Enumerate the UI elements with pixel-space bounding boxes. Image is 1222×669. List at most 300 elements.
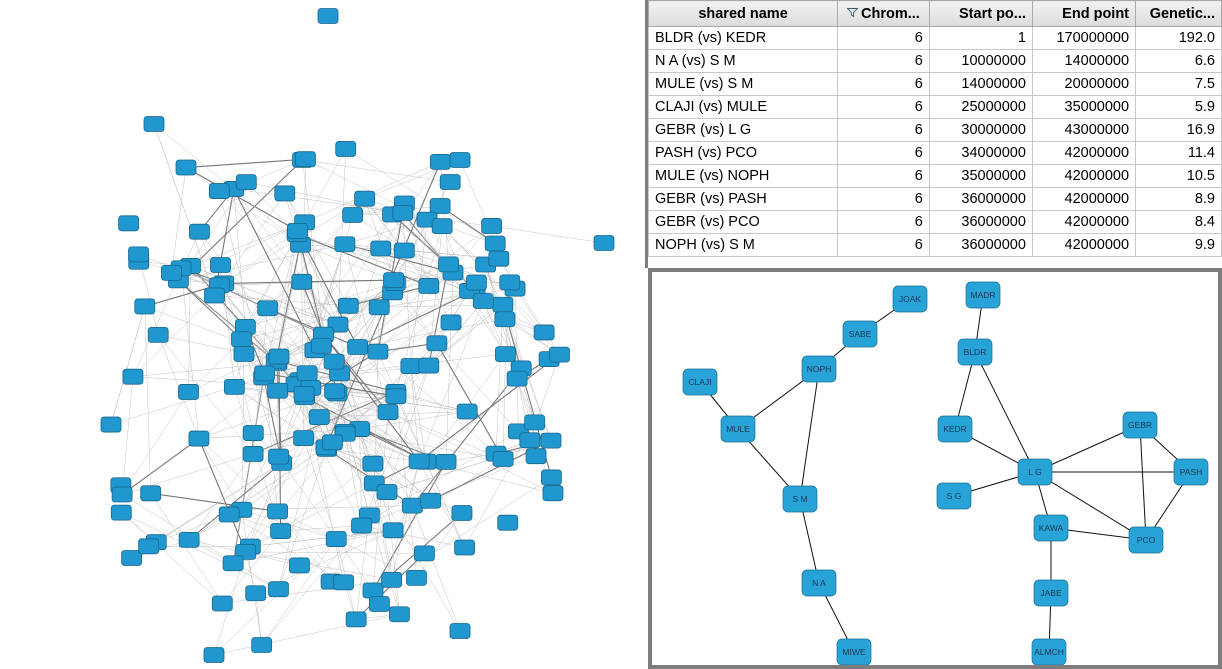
network-node[interactable] [148, 327, 168, 342]
column-header-start-point[interactable] [929, 1, 1032, 27]
network-node[interactable] [269, 349, 289, 364]
network-node[interactable] [541, 470, 561, 485]
node-shape [419, 278, 439, 293]
network-node[interactable] [161, 265, 181, 280]
network-node[interactable] [135, 299, 155, 314]
network-node[interactable] [139, 539, 159, 554]
network-edge[interactable] [246, 552, 425, 553]
network-node[interactable] [231, 332, 251, 347]
subnetwork-node[interactable] [1032, 639, 1066, 665]
network-node[interactable] [402, 498, 422, 513]
subnetwork-node[interactable] [966, 282, 1000, 308]
table-cell[interactable]: 8.4 [1136, 211, 1222, 234]
network-node[interactable] [311, 338, 331, 353]
node-shape [135, 299, 155, 314]
network-node[interactable] [268, 504, 288, 519]
table-cell[interactable]: MULE (vs) NOPH [649, 165, 838, 188]
network-edge[interactable] [171, 168, 186, 273]
network-node[interactable] [352, 518, 372, 533]
table-cell[interactable]: 14000000 [929, 73, 1032, 96]
column-header-genetic[interactable] [1136, 1, 1222, 27]
network-node[interactable] [526, 449, 546, 464]
node-shape [507, 371, 527, 386]
network-edge[interactable] [305, 159, 306, 222]
table-cell[interactable]: 35000000 [1032, 96, 1135, 119]
table-cell[interactable]: GEBR (vs) PCO [649, 211, 838, 234]
network-node[interactable] [111, 505, 131, 520]
node-shape [543, 486, 563, 501]
table-row[interactable] [649, 211, 1222, 234]
node-shape [326, 532, 346, 547]
network-edge[interactable] [503, 354, 505, 459]
node-shape [369, 300, 389, 315]
network-node[interactable] [234, 346, 254, 361]
subnetwork-canvas[interactable] [652, 272, 1218, 665]
table-cell[interactable]: 7.5 [1136, 73, 1222, 96]
table-cell[interactable]: 42000000 [1032, 165, 1135, 188]
node-shape [271, 524, 291, 539]
table-cell[interactable]: 8.9 [1136, 188, 1222, 211]
edge-attribute-table-panel[interactable] [645, 0, 1222, 268]
network-node[interactable] [258, 301, 278, 316]
subnetwork-node[interactable] [938, 416, 972, 442]
network-edge[interactable] [151, 493, 278, 511]
network-edge[interactable] [199, 439, 246, 552]
network-node[interactable] [457, 404, 477, 419]
table-cell[interactable]: 170000000 [1032, 27, 1135, 50]
table-cell[interactable]: 11.4 [1136, 142, 1222, 165]
network-node[interactable] [377, 485, 397, 500]
network-node[interactable] [525, 415, 545, 430]
node-shape [179, 532, 199, 547]
node-shape [371, 241, 391, 256]
node-shape [421, 493, 441, 508]
column-header-end-point[interactable] [1032, 1, 1135, 27]
edge-table[interactable] [648, 0, 1222, 257]
network-edge[interactable] [396, 392, 467, 412]
network-node[interactable] [295, 152, 315, 167]
node-label: PASH [1179, 466, 1203, 477]
network-node[interactable] [189, 224, 209, 239]
network-node[interactable] [439, 257, 459, 272]
network-node[interactable] [485, 236, 505, 251]
table-cell[interactable]: 6 [838, 96, 930, 119]
column-header-chromosome[interactable] [838, 1, 930, 27]
network-edge[interactable] [199, 439, 242, 510]
network-node[interactable] [343, 208, 363, 223]
subnetwork-node[interactable] [958, 339, 992, 365]
network-node[interactable] [409, 454, 429, 469]
node-shape [500, 275, 520, 290]
network-node[interactable] [348, 339, 368, 354]
table-cell[interactable]: 10.5 [1136, 165, 1222, 188]
network-node[interactable] [386, 389, 406, 404]
node-shape [325, 384, 345, 399]
network-node[interactable] [473, 293, 493, 308]
network-node[interactable] [223, 556, 243, 571]
node-shape [309, 410, 329, 425]
network-node[interactable] [269, 449, 289, 464]
table-cell[interactable]: 36000000 [929, 211, 1032, 234]
table-cell[interactable]: GEBR (vs) L G [649, 119, 838, 142]
subnetwork-node[interactable] [1129, 527, 1163, 553]
subnetwork-node[interactable] [721, 416, 755, 442]
subnetwork-node[interactable] [843, 321, 877, 347]
table-cell[interactable]: 42000000 [1032, 142, 1135, 165]
network-node[interactable] [334, 575, 354, 590]
network-edge[interactable] [233, 377, 264, 563]
network-node[interactable] [338, 298, 358, 313]
network-node[interactable] [112, 487, 132, 502]
table-cell[interactable]: 16.9 [1136, 119, 1222, 142]
network-node[interactable] [318, 9, 338, 24]
network-node[interactable] [294, 431, 314, 446]
subnetwork-edge[interactable] [975, 352, 1035, 472]
node-shape [382, 572, 402, 587]
node-shape [383, 523, 403, 538]
network-node[interactable] [219, 507, 239, 522]
table-cell[interactable]: 42000000 [1032, 188, 1135, 211]
network-edge[interactable] [446, 273, 453, 462]
network-node[interactable] [382, 572, 402, 587]
node-shape [269, 449, 289, 464]
table-cell[interactable]: 5.9 [1136, 96, 1222, 119]
network-node[interactable] [129, 247, 149, 262]
network-node[interactable] [297, 366, 317, 381]
subnetwork-node[interactable] [802, 570, 836, 596]
network-node[interactable] [144, 117, 164, 132]
network-node[interactable] [495, 312, 515, 327]
network-node[interactable] [549, 347, 569, 362]
node-shape [534, 325, 554, 340]
network-edge[interactable] [492, 226, 604, 243]
table-cell[interactable]: NOPH (vs) S M [649, 234, 838, 257]
network-node[interactable] [123, 369, 143, 384]
network-node[interactable] [495, 347, 515, 362]
node-shape [525, 415, 545, 430]
node-shape [409, 454, 429, 469]
network-node[interactable] [419, 358, 439, 373]
network-node[interactable] [336, 141, 356, 156]
node-shape [363, 456, 383, 471]
network-node[interactable] [268, 582, 288, 597]
table-cell[interactable]: 6 [838, 27, 930, 50]
node-shape [450, 153, 470, 168]
table-cell[interactable]: CLAJI (vs) MULE [649, 96, 838, 119]
network-node[interactable] [224, 379, 244, 394]
network-node[interactable] [309, 410, 329, 425]
network-node[interactable] [324, 354, 344, 369]
network-node[interactable] [507, 371, 527, 386]
table-cell[interactable]: 6 [838, 234, 930, 257]
subnetwork-node[interactable] [837, 639, 871, 665]
network-node[interactable] [255, 366, 275, 381]
network-node[interactable] [205, 288, 225, 303]
table-cell[interactable]: 34000000 [929, 142, 1032, 165]
network-node[interactable] [294, 386, 314, 401]
network-edge[interactable] [276, 234, 297, 361]
subnetwork-node[interactable] [783, 486, 817, 512]
network-node[interactable] [252, 638, 272, 653]
node-shape [495, 312, 515, 327]
subnetwork-node[interactable] [1034, 580, 1068, 606]
network-node[interactable] [450, 153, 470, 168]
network-node[interactable] [594, 236, 614, 251]
network-node[interactable] [176, 160, 196, 175]
table-row[interactable] [649, 27, 1222, 50]
network-edge[interactable] [396, 396, 465, 547]
network-edge[interactable] [246, 552, 392, 580]
table-cell[interactable]: 6.6 [1136, 50, 1222, 73]
network-node[interactable] [441, 315, 461, 330]
network-node[interactable] [369, 300, 389, 315]
network-node[interactable] [401, 359, 421, 374]
network-node[interactable] [271, 524, 291, 539]
network-node[interactable] [450, 624, 470, 639]
network-node[interactable] [393, 205, 413, 220]
node-shape [275, 186, 295, 201]
node-shape [439, 257, 459, 272]
table-cell[interactable]: 36000000 [929, 188, 1032, 211]
node-shape [243, 426, 263, 441]
network-edge[interactable] [392, 477, 552, 579]
table-cell[interactable]: 6 [838, 119, 930, 142]
network-node[interactable] [268, 383, 288, 398]
subnetwork-node[interactable] [937, 483, 971, 509]
network-node[interactable] [432, 219, 452, 234]
network-node[interactable] [489, 251, 509, 266]
table-row[interactable] [649, 142, 1222, 165]
node-label: MIWE [842, 646, 866, 657]
table-row[interactable] [649, 50, 1222, 73]
node-shape [402, 498, 422, 513]
network-node[interactable] [440, 175, 460, 190]
network-edge[interactable] [199, 439, 278, 512]
node-shape [269, 349, 289, 364]
table-cell[interactable]: 36000000 [929, 234, 1032, 257]
node-shape [338, 298, 358, 313]
network-node[interactable] [325, 384, 345, 399]
node-shape [493, 297, 513, 312]
network-node[interactable] [421, 493, 441, 508]
network-node[interactable] [210, 258, 230, 273]
network-node[interactable] [498, 515, 518, 530]
network-node[interactable] [493, 452, 513, 467]
node-label: CLAJI [688, 376, 712, 387]
node-shape [450, 624, 470, 639]
table-cell[interactable]: N A (vs) S M [649, 50, 838, 73]
network-node[interactable] [455, 540, 475, 555]
network-edge[interactable] [111, 306, 145, 424]
network-node[interactable] [243, 426, 263, 441]
network-node[interactable] [384, 273, 404, 288]
network-edge[interactable] [171, 273, 338, 325]
network-node[interactable] [141, 486, 161, 501]
network-node[interactable] [520, 433, 540, 448]
network-node[interactable] [326, 532, 346, 547]
node-shape [393, 205, 413, 220]
network-node[interactable] [355, 191, 375, 206]
node-shape [430, 198, 450, 213]
table-cell[interactable]: 6 [838, 188, 930, 211]
subnetwork-node[interactable] [1174, 459, 1208, 485]
network-node[interactable] [389, 607, 409, 622]
subnetwork-node[interactable] [1123, 412, 1157, 438]
node-shape [355, 191, 375, 206]
node-shape [541, 433, 561, 448]
network-edge[interactable] [412, 506, 460, 631]
table-cell[interactable]: 14000000 [1032, 50, 1135, 73]
subnetwork-node[interactable] [893, 286, 927, 312]
right-column [645, 0, 1222, 669]
network-node[interactable] [289, 558, 309, 573]
network-node[interactable] [419, 278, 439, 293]
network-node[interactable] [371, 241, 391, 256]
subnetwork-node[interactable] [1034, 515, 1068, 541]
network-node[interactable] [543, 486, 563, 501]
table-cell[interactable]: 10000000 [929, 50, 1032, 73]
table-cell[interactable]: 25000000 [929, 96, 1032, 119]
network-node[interactable] [292, 274, 312, 289]
node-shape [346, 612, 366, 627]
table-row[interactable] [649, 188, 1222, 211]
network-node[interactable] [209, 184, 229, 199]
network-edge[interactable] [429, 305, 503, 366]
network-edge[interactable] [122, 439, 199, 495]
network-node[interactable] [383, 523, 403, 538]
table-cell[interactable]: PASH (vs) PCO [649, 142, 838, 165]
table-cell[interactable]: GEBR (vs) PASH [649, 188, 838, 211]
network-edge[interactable] [303, 160, 451, 182]
network-node[interactable] [541, 433, 561, 448]
network-node[interactable] [275, 186, 295, 201]
network-node[interactable] [236, 175, 256, 190]
network-node[interactable] [482, 218, 502, 233]
network-node[interactable] [414, 546, 434, 561]
table-cell[interactable]: 6 [838, 50, 930, 73]
network-node[interactable] [452, 506, 472, 521]
network-node[interactable] [101, 417, 121, 432]
subnetwork-panel[interactable] [648, 268, 1222, 669]
table-cell[interactable]: 6 [838, 211, 930, 234]
table-cell[interactable]: 30000000 [929, 119, 1032, 142]
table-cell[interactable]: 9.9 [1136, 234, 1222, 257]
node-shape [292, 274, 312, 289]
table-cell[interactable]: BLDR (vs) KEDR [649, 27, 838, 50]
node-shape [594, 236, 614, 251]
network-node[interactable] [406, 570, 426, 585]
network-node[interactable] [534, 325, 554, 340]
table-cell[interactable]: 6 [838, 165, 930, 188]
network-node[interactable] [466, 275, 486, 290]
network-node[interactable] [369, 596, 389, 611]
network-edge[interactable] [122, 377, 133, 495]
table-cell[interactable]: 6 [838, 142, 930, 165]
table-cell[interactable]: 192.0 [1136, 27, 1222, 50]
node-label: PCO [1136, 534, 1156, 545]
node-shape [485, 236, 505, 251]
node-label: N A [812, 577, 826, 588]
network-node[interactable] [243, 446, 263, 461]
node-shape [210, 258, 230, 273]
node-shape [189, 224, 209, 239]
table-cell[interactable]: 20000000 [1032, 73, 1135, 96]
network-node[interactable] [430, 198, 450, 213]
network-node[interactable] [363, 456, 383, 471]
node-shape [231, 332, 251, 347]
table-cell[interactable]: 35000000 [929, 165, 1032, 188]
network-node[interactable] [493, 297, 513, 312]
network-node[interactable] [378, 405, 398, 420]
node-shape [294, 431, 314, 446]
table-cell[interactable]: MULE (vs) S M [649, 73, 838, 96]
network-node[interactable] [436, 454, 456, 469]
network-node[interactable] [179, 532, 199, 547]
node-shape [189, 431, 209, 446]
node-shape [212, 596, 232, 611]
table-row[interactable] [649, 234, 1222, 257]
table-cell[interactable]: 6 [838, 73, 930, 96]
network-node[interactable] [212, 596, 232, 611]
node-shape [394, 243, 414, 258]
node-shape [457, 404, 477, 419]
network-edge[interactable] [122, 392, 188, 495]
node-shape [441, 315, 461, 330]
network-node[interactable] [346, 612, 366, 627]
network-node[interactable] [119, 216, 139, 231]
node-shape [427, 336, 447, 351]
node-shape [334, 575, 354, 590]
network-node[interactable] [394, 243, 414, 258]
subnetwork-edge[interactable] [1140, 425, 1146, 540]
network-node[interactable] [335, 237, 355, 252]
table-cell[interactable]: 43000000 [1032, 119, 1135, 142]
subnetwork-node[interactable] [802, 356, 836, 382]
node-shape [295, 152, 315, 167]
network-node[interactable] [322, 435, 342, 450]
subnetwork-node[interactable] [1018, 459, 1052, 485]
node-shape [243, 446, 263, 461]
node-label: NOPH [806, 363, 832, 374]
network-node[interactable] [430, 154, 450, 169]
network-node[interactable] [368, 344, 388, 359]
node-shape [414, 546, 434, 561]
column-header-shared-name[interactable] [649, 1, 838, 27]
subnetwork-node[interactable] [683, 369, 717, 395]
network-node[interactable] [246, 586, 266, 601]
table-row[interactable] [649, 73, 1222, 96]
network-node[interactable] [189, 431, 209, 446]
table-cell[interactable]: 42000000 [1032, 234, 1135, 257]
network-node[interactable] [363, 583, 383, 598]
table-row[interactable] [649, 165, 1222, 188]
network-node[interactable] [288, 223, 308, 238]
node-shape [336, 141, 356, 156]
table-cell[interactable]: 42000000 [1032, 211, 1135, 234]
table-row[interactable] [649, 96, 1222, 119]
table-row[interactable] [649, 119, 1222, 142]
table-cell[interactable]: 1 [929, 27, 1032, 50]
network-edge[interactable] [214, 614, 399, 655]
node-shape [101, 417, 121, 432]
network-node[interactable] [427, 336, 447, 351]
network-node[interactable] [204, 648, 224, 663]
node-shape [297, 366, 317, 381]
subnetwork-edge[interactable] [800, 369, 819, 499]
network-node[interactable] [179, 384, 199, 399]
network-node[interactable] [122, 550, 142, 565]
network-node[interactable] [500, 275, 520, 290]
